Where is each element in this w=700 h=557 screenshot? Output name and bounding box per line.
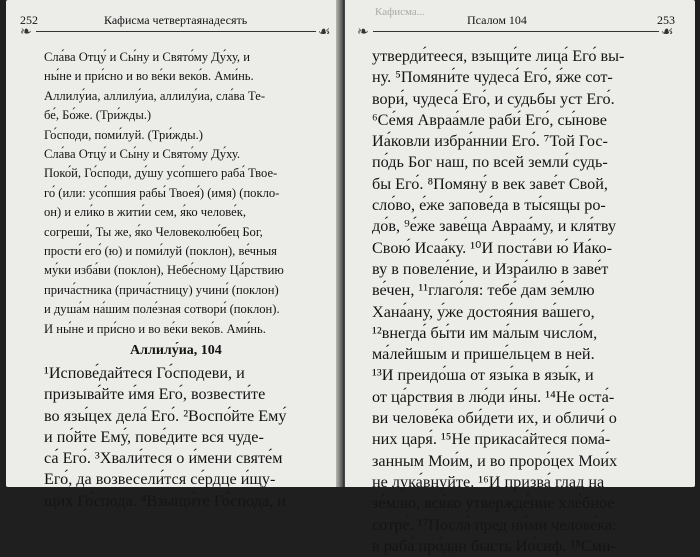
text-line: И ны́не и при́сно и во ве́ки веко́в. Ами́нь. [44, 321, 266, 336]
text-line: ву в повеле́ние, и Изра́илю в заве́т [372, 259, 609, 278]
text-line: утверди́тееся, взыщи́те лица́ Его́ вы- [372, 47, 625, 65]
text-line: ¹²внегда́ бы́ти им ма́лым число́м, [372, 323, 598, 342]
ornament-left-end-icon: ☙ [318, 24, 331, 40]
text-line: бы Его́. ⁸Помяну́ в век заве́т Свой, [372, 174, 608, 193]
text-line: прича́стника (прича́стницу) учини́ (поклон) [44, 282, 279, 297]
text-line: сотре́. ¹⁷Посла́ пред ни́ми челове́ка: [372, 515, 617, 534]
text-line: го́ (или: усо́пшия рабы́ Твоея́) (имя) (покло- [44, 185, 280, 200]
text-line: ну. ⁵Помяни́те чудеса́ Его́, я́же сот- [372, 68, 613, 87]
right-page [345, 0, 695, 555]
psalm-text-block [44, 363, 334, 512]
text-line: Его́, да возвесели́тся се́рдце и́щу- [44, 470, 276, 489]
text-line: ны́не и при́сно и во ве́ки веко́в. Ами́нь. [44, 69, 254, 84]
text-line: му́ки изба́ви (поклон), Небе́сному Ца́рствию [44, 263, 284, 278]
text-line: Иа́ковли избра́ннии Его́. ⁷Той Гос- [372, 132, 608, 151]
text-line: во язы́цех дела́ Его́. ²Воспо́йте Ему́ [44, 406, 287, 425]
text-line: ¹³И преидо́ша от язы́ка в язы́к, и [372, 366, 594, 385]
text-line: ве́чен, ¹¹глаго́ля: тебе́ дам зе́млю [372, 281, 595, 300]
text-line: бе́, Бо́же. (Три́жды.) [44, 108, 152, 123]
text-line: ¹Испове́дайтеся Го́сподеви, и [44, 364, 245, 382]
text-line: Свою́ Исаа́ку. ¹⁰И поста́ви ю́ Иа́ко- [372, 238, 612, 257]
text-line: Поко́й, Го́споди, ду́шу усо́пшего раба́ Твое- [44, 166, 278, 181]
ornament-right-end-icon: ☙ [661, 24, 674, 40]
text-line: не лука́внуйте. ¹⁶И призва́ глад на [372, 472, 605, 491]
text-line: и по́йте Ему́, пове́дите вся чуде- [44, 427, 264, 446]
text-line: занным Мои́м, и во проро́цех Мои́х [372, 451, 618, 470]
text-line: них царя́. ¹⁵Не прикаса́йтеся пома́- [372, 430, 611, 449]
text-line: ма́лейшым и прише́льцем в ней. [372, 345, 595, 364]
text-line: в раба́ про́дан бысть Ио́сиф. ¹⁸Сми- [372, 536, 616, 555]
left-text-block [44, 48, 330, 339]
text-line: прости́ его́ (ю) и поми́луй (поклон), ве́чныя [44, 244, 277, 259]
right-text-block [372, 46, 685, 557]
ornament-right-start-icon: ❧ [357, 24, 369, 40]
text-line: зе́млю, вся́ко утвержде́ние хле́бное [372, 494, 615, 513]
text-line: он) и ели́ко в жити́и сем, я́ко челове́к, [44, 205, 247, 220]
text-line: сло́во, е́же запове́да в ты́сящы ро- [372, 196, 606, 215]
text-line: до́в, ⁹е́же заве́ща Авраа́му, и кля́тву [372, 217, 617, 236]
page-number-left: 252 [20, 13, 38, 27]
header-rule-left [36, 31, 316, 32]
header-rule-right [373, 31, 659, 32]
bleed-through-text: Кафисма... [375, 6, 425, 18]
text-line: Го́споди, поми́луй. (Три́жды.) [44, 127, 203, 142]
left-page [6, 0, 342, 510]
text-line: са́ Его́. ³Хвали́теся о и́мени святе́м [44, 449, 283, 468]
text-line: щих Го́спода. ⁴Взыщи́те Го́спода, и [44, 491, 286, 510]
text-line: вори́, чудеса́ Его́, и судьбы уст Его́. [372, 89, 615, 108]
text-line: Сла́ва Отцу́ и Сы́ну и Свято́му Ду́ху. [44, 147, 241, 162]
page-number-right: 253 [657, 13, 675, 27]
text-line: Хана́ану, у́же достоя́ния ва́шего, [372, 302, 595, 321]
text-line: призыва́йте и́мя Его́, возвести́те [44, 385, 266, 404]
text-line: Аллилу́иа, аллилу́иа, аллилу́иа, сла́ва Те- [44, 88, 266, 103]
ornament-left-start-icon: ❧ [20, 24, 32, 40]
text-line: и душа́м на́шим поле́зная сотвори́ (поклон). [44, 302, 280, 317]
text-line: по́дь Бог наш, по всей земли́ судь- [372, 153, 608, 172]
text-line: согреши́, Ты же, я́ко Человеколю́бец Бог, [44, 224, 263, 239]
running-header-right: Псалом 104 [467, 13, 527, 27]
text-line: от ца́рствия в лю́ди и́ны. ¹⁴Не оста́- [372, 387, 615, 406]
psalm-heading: Аллилу́иа, 104 [130, 343, 222, 358]
running-header-left: Кафисма четвертаянадесять [104, 13, 248, 27]
text-line: ⁶Се́мя Авраа́мле раби́ Его́, сы́нове [372, 110, 607, 129]
text-line: ви челове́ка оби́дети их, и обличи́ о [372, 409, 617, 428]
text-line: Сла́ва Отцу́ и Сы́ну и Свято́му Ду́ху, и [44, 50, 250, 64]
